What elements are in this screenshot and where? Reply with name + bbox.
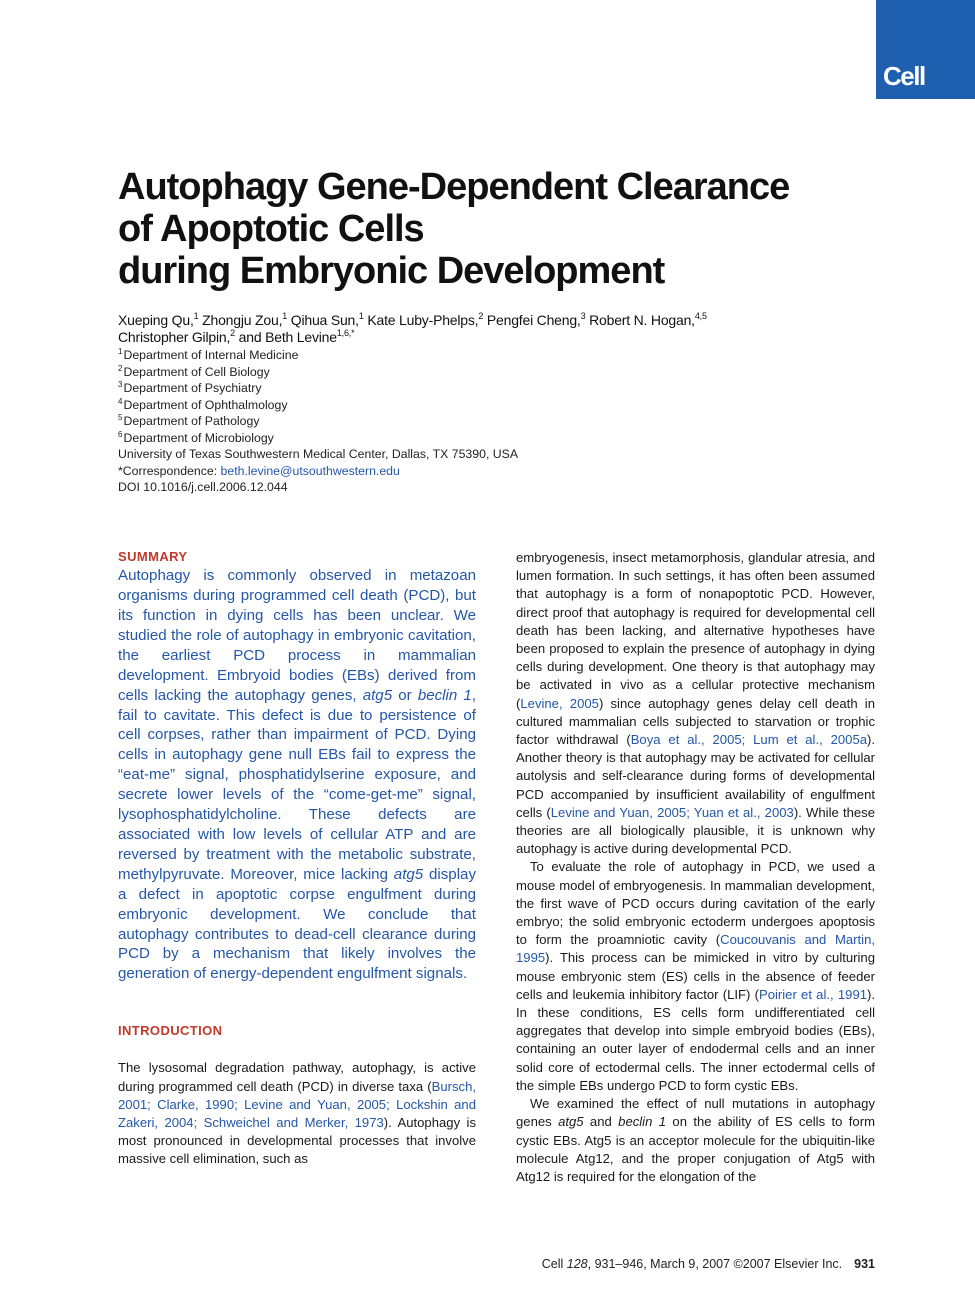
title-line: Autophagy Gene-Dependent Clearance bbox=[118, 166, 790, 208]
citation-link[interactable]: Poirier et al., 1991 bbox=[758, 986, 868, 1002]
affiliation: $^3$Department of Psychiatry bbox=[118, 380, 262, 395]
title-line: during Embryonic Development bbox=[118, 250, 665, 292]
body-paragraph: To evaluate the role of autophagy in PCD, we used a mouse model of embryogenesis. In mammalian development, the first wave of PCD occurs during cavitation of the early embryo; the solid embryonic ectoderm undergoes apoptosis to form the proamniotic cavity (Coucouvanis and Martin, 1995). This process can be mimicked in vitro by culturing mouse embryonic stem (ES) cells in the absence of feeder cells and leukemia inhibitory factor (LIF) (Poirier et al., 1991). In these conditions, ES cells form undifferentiated cell aggregates that develop into simple embryoid bodies (EBs), containing an outer layer of endodermal cells and an inner solid core of ectodermal cells. The inner ectodermal cells of the simple EBs undergo PCD to form cystic EBs. bbox=[516, 859, 876, 1093]
author-list bbox=[118, 312, 878, 346]
introduction-heading: INTRODUCTION bbox=[118, 1023, 223, 1039]
author: Zhongju Zou,$^1$ bbox=[202, 311, 288, 328]
affiliation: $^6$Department of Microbiology bbox=[118, 429, 274, 445]
author: and Beth Levine$^{1,6,*}$ bbox=[238, 328, 355, 345]
author: Xueping Qu,$^1$ bbox=[118, 311, 199, 328]
page-number: 931 bbox=[854, 1257, 875, 1271]
body-paragraph: We examined the effect of null mutations in autophagy genes atg5 and beclin 1 on the ability of ES cells to form cystic EBs. Atg5 is an acceptor molecule for the ubiquitin-like molecule Atg12, and the proper conjugation of Atg5 with Atg12 is required for the elongation of the bbox=[516, 1096, 875, 1184]
affiliation: $^1$Department of Internal Medicine bbox=[118, 347, 299, 362]
author: Robert N. Hogan,$^{4,5}$ bbox=[589, 311, 707, 328]
affiliations bbox=[118, 347, 878, 496]
citation-link[interactable]: Bursch, 2001; Clarke, 1990; Levine and Yuan, 2005; Lockshin and Zakeri, 2004; Schweichel and Merker, 1973 bbox=[118, 1078, 476, 1131]
citation-link[interactable]: Levine, 2005 bbox=[520, 695, 599, 711]
institution: University of Texas Southwestern Medical Center, Dallas, TX 75390, USA bbox=[118, 447, 519, 461]
affiliation: $^5$Department of Pathology bbox=[118, 413, 260, 428]
author: Qihua Sun,$^1$ bbox=[290, 311, 364, 328]
affiliation: $^4$Department of Ophthalmology bbox=[118, 396, 288, 412]
right-column bbox=[516, 549, 875, 1186]
introduction-paragraph: The lysosomal degradation pathway, autophagy, is active during programmed cell death (PCD) in diverse taxa (Bursch, 2001; Clarke, 1990; Levine and Yuan, 2005; Lockshin and Zakeri, 2004; Schweichel and Merker, 1973). Autophagy is most pronounced in developmental processes that involve massive cell elimination, such as bbox=[118, 1060, 476, 1167]
correspondence: *Correspondence: beth.levine@utsouthwestern.edu bbox=[118, 463, 400, 478]
title-line: of Apoptotic Cells bbox=[118, 208, 424, 250]
affiliation: $^2$Department of Cell Biology bbox=[118, 363, 270, 379]
summary-text: Autophagy is commonly observed in metazoan organisms during programmed cell death (PCD), but its function in dying cells has been unclear. We studied the role of autophagy in embryonic cavitation, the earliest PCD process in mammalian development. Embryoid bodies (EBs) derived from cells lacking the autophagy genes, atg5 or beclin 1, fail to cavitate. This defect is due to persistence of cell corpses, rather than impairment of PCD. Dying cells in autophagy gene null EBs fail to express the “eat-me” signal, phosphatidylserine exposure, and secrete lower levels of the “come-get-me” signal, lysophosphatidylcholine. These defects are associated with low levels of cellular ATP and are reversed by treatment with the metabolic substrate, methylpyruvate. Moreover, mice lacking atg5 display a defect in apoptotic corpse engulfment during embryonic development. We conclude that autophagy contributes to dead-cell clearance during PCD by a mechanism that likely involves the generation of energy-dependent engulfment signals. bbox=[118, 567, 477, 983]
article-title bbox=[118, 166, 878, 292]
journal-logo-text: Cell bbox=[883, 61, 925, 91]
author: Kate Luby-Phelps,$^2$ bbox=[367, 311, 484, 328]
citation-link[interactable]: Boya et al., 2005; Lum et al., 2005a bbox=[630, 732, 868, 748]
citation-link[interactable]: Coucouvanis and Martin, 1995 bbox=[516, 932, 876, 966]
page-footer: Cell 128, 931–946, March 9, 2007 ©2007 Elsevier Inc. 931 bbox=[541, 1257, 875, 1271]
body-paragraph: embryogenesis, insect metamorphosis, glandular atresia, and lumen formation. In such settings, it has often been assumed that autophagy is a form of nonapoptotic PCD. However, direct proof that autophagy is required for developmental cell death has been lacking, and alternative hypotheses have been proposed to explain the presence of autophagy in dying cells during development. One theory is that autophagy may be activated in vivo as a cellular protective mechanism (Levine, 2005) since autophagy genes delay cell death in cultured mammalian cells subjected to starvation or trophic factor withdrawal (Boya et al., 2005; Lum et al., 2005a). Another theory is that autophagy may be activated for cellular autolysis and self-clearance during forms of developmental PCD accompanied by insufficient availability of engulfment cells (Levine and Yuan, 2005; Yuan et al., 2003). While these theories are all biologically plausible, it is unknown why autophagy is active during developmental PCD. bbox=[516, 550, 876, 857]
correspondence-email-link[interactable]: beth.levine@utsouthwestern.edu bbox=[220, 463, 400, 478]
doi: DOI 10.1016/j.cell.2006.12.044 bbox=[118, 480, 288, 494]
citation-link[interactable]: Levine and Yuan, 2005; Yuan et al., 2003 bbox=[550, 804, 794, 820]
left-column bbox=[118, 548, 476, 1169]
author: Pengfei Cheng,$^3$ bbox=[486, 311, 586, 328]
summary-heading: SUMMARY bbox=[118, 549, 188, 564]
author: Christopher Gilpin,$^2$ bbox=[118, 328, 235, 345]
